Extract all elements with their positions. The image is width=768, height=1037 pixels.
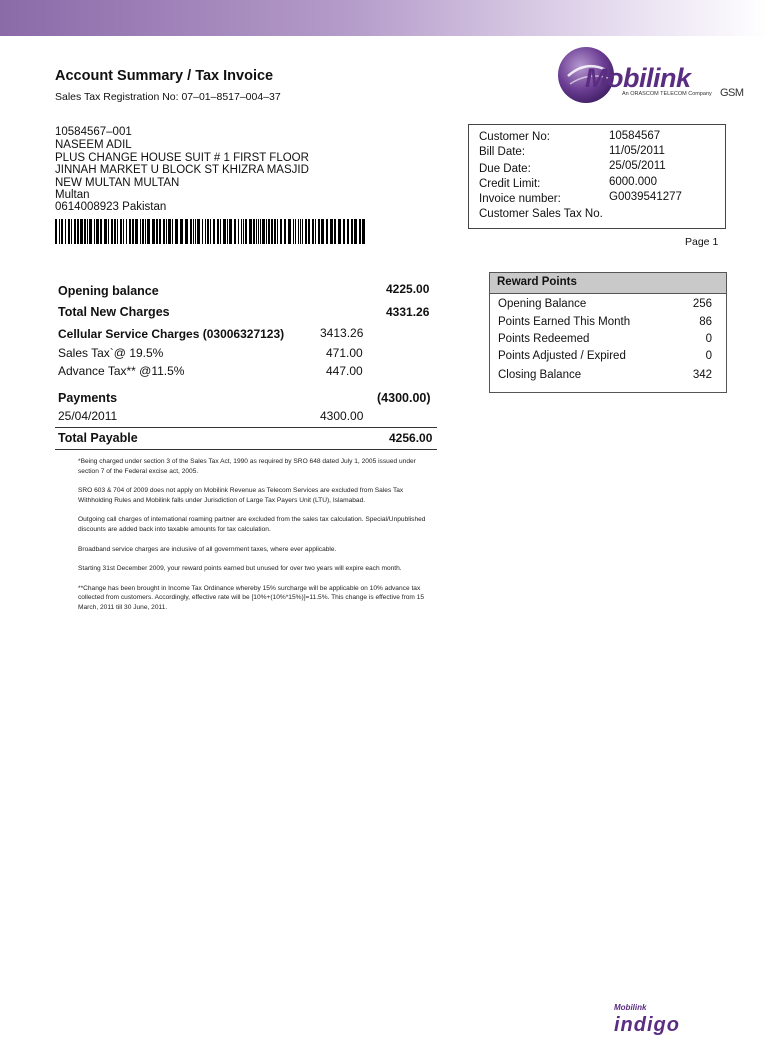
payments-value: (4300.00) [377, 391, 431, 405]
reward-value-earned: 86 [699, 316, 712, 328]
logo-brand-text: Mobilink [585, 63, 691, 93]
barcode-bar [300, 219, 301, 244]
barcode-bar [207, 219, 209, 244]
barcode-bar [354, 219, 357, 244]
barcode-bar [80, 219, 83, 244]
barcode-bar [234, 219, 236, 244]
barcode-bar [65, 219, 66, 244]
barcode-bar [343, 219, 345, 244]
total-divider [55, 427, 437, 428]
barcode-bar [135, 219, 138, 244]
barcode-bar [96, 219, 99, 244]
address-line: Multan [55, 188, 90, 201]
barcode-bar [120, 219, 122, 244]
barcode-bar [308, 219, 310, 244]
info-value-invoice-number: G0039541277 [609, 191, 682, 203]
barcode-bar [305, 219, 307, 244]
barcode-bar [326, 219, 328, 244]
barcode-bar [71, 219, 72, 244]
reward-points-box [489, 272, 727, 393]
barcode-bar [256, 219, 257, 244]
barcode-bar [140, 219, 141, 244]
barcode-bar [277, 219, 278, 244]
barcode-bar [145, 219, 146, 244]
address-line: PLUS CHANGE HOUSE SUIT # 1 FIRST FLOOR [55, 151, 309, 164]
barcode-bar [59, 219, 60, 244]
barcode-bar [318, 219, 320, 244]
total-bottom-divider [55, 449, 437, 450]
customer-info-box [468, 124, 726, 229]
barcode-bar [84, 219, 86, 244]
opening-balance-label: Opening balance [58, 284, 159, 298]
barcode-bar [166, 219, 167, 244]
info-value-customer-no: 10584567 [609, 130, 661, 142]
info-label-invoice-number: Invoice number: [479, 193, 561, 205]
barcode-bar [117, 219, 118, 244]
footnote: **Change has been brought in Income Tax Ordinance whereby 15% surcharge will be applicable on 10% advance tax collected from customers. Accordingly, effective rate will be [10%+(10%*15%)]=11.5%. This change is effective from 15 March, 2011 till 30 June, 2011. [78, 584, 425, 611]
barcode-bar [223, 219, 226, 244]
barcode-bar [74, 219, 76, 244]
total-new-charges-label: Total New Charges [58, 305, 170, 319]
barcode-bar [172, 219, 173, 244]
barcode-bar [193, 219, 194, 244]
page-title: Account Summary / Tax Invoice [55, 68, 274, 84]
barcode-bar [298, 219, 299, 244]
barcode-bar [241, 219, 242, 244]
advance-tax-value: 447.00 [326, 364, 363, 378]
header-band [0, 0, 768, 36]
address-line: JINNAH MARKET U BLOCK ST KHIZRA MASJID [55, 164, 309, 177]
barcode-bar [190, 219, 192, 244]
address-line: NEW MULTAN MULTAN [55, 177, 180, 190]
barcode-bar [229, 219, 232, 244]
total-new-charges-value: 4331.26 [386, 305, 430, 319]
barcode-bar [258, 219, 259, 244]
barcode-bar [89, 219, 92, 244]
barcode-bar [100, 219, 102, 244]
advance-tax-label: Advance Tax** @11.5% [58, 364, 185, 378]
barcode-bar [288, 219, 291, 244]
barcode-bar [126, 219, 127, 244]
barcode-bar [280, 219, 282, 244]
info-label-customer-sales-tax: Customer Sales Tax No. [479, 208, 603, 220]
footnote: SRO 603 & 704 of 2009 does not apply on Mobilink Revenue as Telecom Services are excluded from Sales Tax Withholding Rules and Mobilink falls under Jurisdiction of Large Tax Payers Unit (LTU), Islamabad. [78, 487, 404, 504]
barcode-bar [159, 219, 161, 244]
barcode-bar [205, 219, 206, 244]
barcode-bar [249, 219, 252, 244]
payment-amount: 4300.00 [320, 409, 364, 423]
sales-tax-value: 471.00 [326, 346, 363, 360]
total-payable-label: Total Payable [58, 431, 138, 445]
page-number: Page 1 [685, 236, 719, 248]
address-line: 10584567–001 [55, 126, 132, 138]
barcode-bar [163, 219, 165, 244]
barcode-bar [302, 219, 303, 244]
address-line: NASEEM ADIL [55, 138, 132, 151]
reward-value-opening: 256 [692, 298, 712, 310]
barcode-bar [330, 219, 333, 244]
barcode-bar [338, 219, 341, 244]
address-line: 0614008923 Pakistan [55, 200, 167, 213]
info-value-bill-date: 11/05/2011 [609, 145, 665, 157]
barcode-bar [312, 219, 314, 244]
barcode-bar [168, 219, 171, 244]
reward-points-title: Reward Points [497, 276, 577, 288]
barcode-bar [362, 219, 365, 244]
barcode-bar [175, 219, 178, 244]
barcode-bar [217, 219, 219, 244]
barcode-bar [104, 219, 107, 244]
customer-address [55, 126, 309, 214]
logo-tagline: An ORASCOM TELECOM Company [622, 91, 712, 97]
barcode-bar [243, 219, 244, 244]
reward-label-opening: Opening Balance [498, 298, 587, 310]
barcode-bar [321, 219, 324, 244]
barcode-bar [220, 219, 221, 244]
barcode-bar [351, 219, 353, 244]
footnote: Outgoing call charges of international roaming partner are excluded from the sales tax calculation. Special/Unpublished discounts are added back into taxable amounts for tax calculation. [78, 516, 426, 533]
barcode-bar [347, 219, 349, 244]
sales-tax-registration: Sales Tax Registration No: 07–01–8517–004–37 [55, 91, 281, 103]
barcode-bar [195, 219, 196, 244]
barcode-bar [156, 219, 158, 244]
barcode-bar [295, 219, 296, 244]
barcode-bar [147, 219, 150, 244]
barcode-bar [185, 219, 188, 244]
reward-label-redeemed: Points Redeemed [498, 333, 590, 345]
footer-mark: indigo [614, 1014, 680, 1036]
barcode-bar [132, 219, 134, 244]
payments-label: Payments [58, 391, 118, 405]
barcode [55, 219, 367, 244]
reward-label-earned: Points Earned This Month [498, 316, 631, 328]
reward-value-adjusted: 0 [705, 350, 712, 362]
info-value-due-date: 25/05/2011 [609, 160, 666, 172]
info-label-credit-limit: Credit Limit: [479, 178, 541, 190]
barcode-bar [142, 219, 144, 244]
info-label-due-date: Due Date: [479, 163, 531, 175]
barcode-bar [68, 219, 70, 244]
reward-label-adjusted: Points Adjusted / Expired [498, 350, 626, 362]
info-value-credit-limit: 6000.000 [609, 176, 657, 188]
reward-value-closing: 342 [692, 369, 712, 381]
barcode-bar [111, 219, 113, 244]
barcode-bar [284, 219, 286, 244]
barcode-bar [253, 219, 255, 244]
info-label-bill-date: Bill Date: [479, 146, 526, 158]
barcode-bar [238, 219, 239, 244]
barcode-bar [213, 219, 215, 244]
barcode-bar [334, 219, 336, 244]
logo-gsm: GSM [720, 87, 744, 99]
barcode-bar [260, 219, 261, 244]
barcode-bar [114, 219, 116, 244]
barcode-bar [180, 219, 183, 244]
barcode-bar [262, 219, 265, 244]
payment-date: 25/04/2011 [58, 409, 118, 423]
reward-points-header [490, 273, 726, 294]
barcode-bar [197, 219, 200, 244]
footer-brand: Mobilink [614, 1003, 647, 1012]
footnotes [78, 457, 438, 623]
info-label-customer-no: Customer No: [479, 131, 550, 143]
barcode-bar [271, 219, 273, 244]
barcode-bar [77, 219, 79, 244]
opening-balance-value: 4225.00 [386, 282, 430, 296]
cellular-charges-label: Cellular Service Charges (03006327123) [58, 327, 285, 341]
footnote: Broadband service charges are inclusive of all government taxes, where ever applicable. [78, 545, 337, 553]
barcode-bar [55, 219, 57, 244]
reward-label-closing: Closing Balance [498, 369, 582, 381]
footnote: Starting 31st December 2009, your reward points earned but unused for over two years will expire each month. [78, 565, 402, 573]
barcode-bar [274, 219, 276, 244]
barcode-bar [108, 219, 109, 244]
total-payable-value: 4256.00 [389, 431, 433, 445]
barcode-bar [245, 219, 247, 244]
barcode-bar [202, 219, 203, 244]
barcode-bar [152, 219, 155, 244]
barcode-bar [315, 219, 316, 244]
barcode-bar [87, 219, 88, 244]
reward-value-redeemed: 0 [705, 333, 712, 345]
barcode-bar [266, 219, 267, 244]
barcode-bar [210, 219, 211, 244]
cellular-charges-value: 3413.26 [320, 326, 364, 340]
barcode-bar [94, 219, 95, 244]
sales-tax-label: Sales Tax`@ 19.5% [58, 346, 164, 360]
barcode-bar [359, 219, 361, 244]
barcode-bar [123, 219, 124, 244]
barcode-bar [227, 219, 228, 244]
barcode-bar [129, 219, 131, 244]
barcode-bar [293, 219, 294, 244]
footnote: *Being charged under section 3 of the Sales Tax Act, 1990 as required by SRO 648 dated July 1, 2005 issued under section 7 of the Federal excise act, 2005. [78, 458, 416, 475]
barcode-bar [268, 219, 270, 244]
barcode-bar [61, 219, 63, 244]
